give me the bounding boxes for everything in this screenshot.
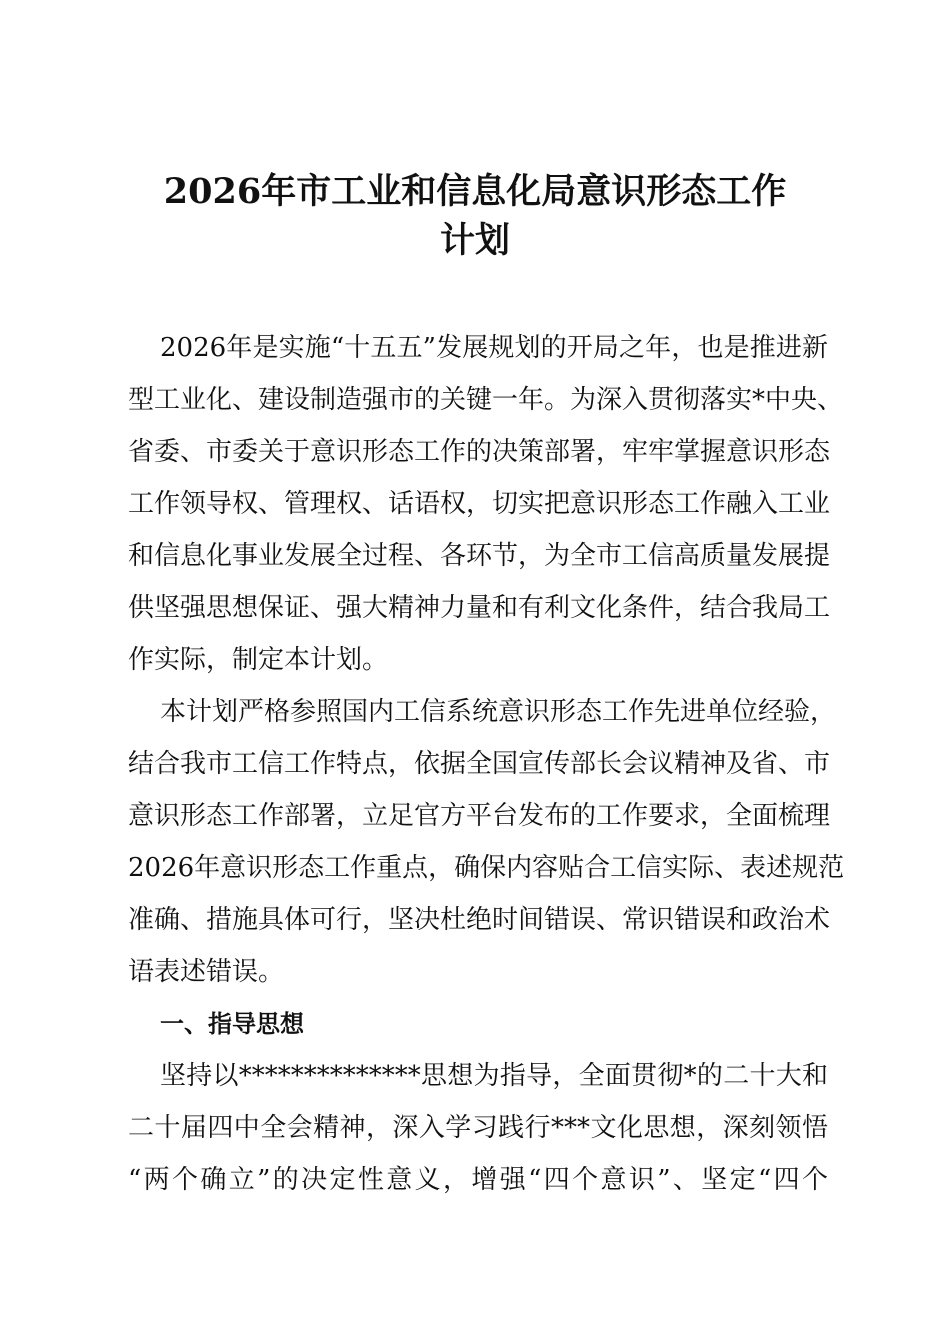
paragraph-1-line-5: 和信息化事业发展全过程、各环节，为全市工信高质量发展提 [128, 541, 831, 571]
paragraph-1-line-1: 2026年是实施“十五五”发展规划的开局之年，也是推进新 [160, 333, 828, 363]
paragraph-2-line-2: 结合我市工信工作特点，依据全国宣传部长会议精神及省、市 [128, 749, 831, 779]
paragraph-2-line-5: 准确、措施具体可行，坚决杜绝时间错误、常识错误和政治术 [128, 905, 831, 935]
document-title-line-1: 2026年市工业和信息化局意识形态工作 [163, 171, 787, 212]
paragraph-2-line-1: 本计划严格参照国内工信系统意识形态工作先进单位经验， [160, 697, 837, 727]
section-heading-guiding-ideology: 一、指导思想 [160, 1010, 304, 1038]
paragraph-1-line-4: 工作领导权、管理权、话语权，切实把意识形态工作融入工业 [128, 489, 831, 519]
paragraph-3-line-3: “两个确立”的决定性意义，增强“四个意识”、坚定“四个 [128, 1165, 828, 1195]
paragraph-3-line-2: 二十届四中全会精神，深入学习践行***文化思想，深刻领悟 [128, 1113, 828, 1143]
paragraph-2-line-4: 2026年意识形态工作重点，确保内容贴合工信实际、表述规范 [128, 853, 845, 883]
paragraph-1-line-6: 供坚强思想保证、强大精神力量和有利文化条件，结合我局工 [128, 593, 831, 623]
paragraph-1-line-3: 省委、市委关于意识形态工作的决策部署，牢牢掌握意识形态 [128, 437, 831, 467]
paragraph-1-line-7: 作实际，制定本计划。 [128, 645, 389, 675]
paragraph-1-line-2: 型工业化、建设制造强市的关键一年。为深入贯彻落实*中央、 [128, 385, 844, 415]
paragraph-2-line-3: 意识形态工作部署，立足官方平台发布的工作要求，全面梳理 [128, 801, 831, 831]
paragraph-2-line-6: 语表述错误。 [128, 957, 285, 987]
document-title-line-2: 计划 [439, 220, 510, 261]
paragraph-3-line-1: 坚持以**************思想为指导，全面贯彻*的二十大和 [160, 1061, 828, 1091]
